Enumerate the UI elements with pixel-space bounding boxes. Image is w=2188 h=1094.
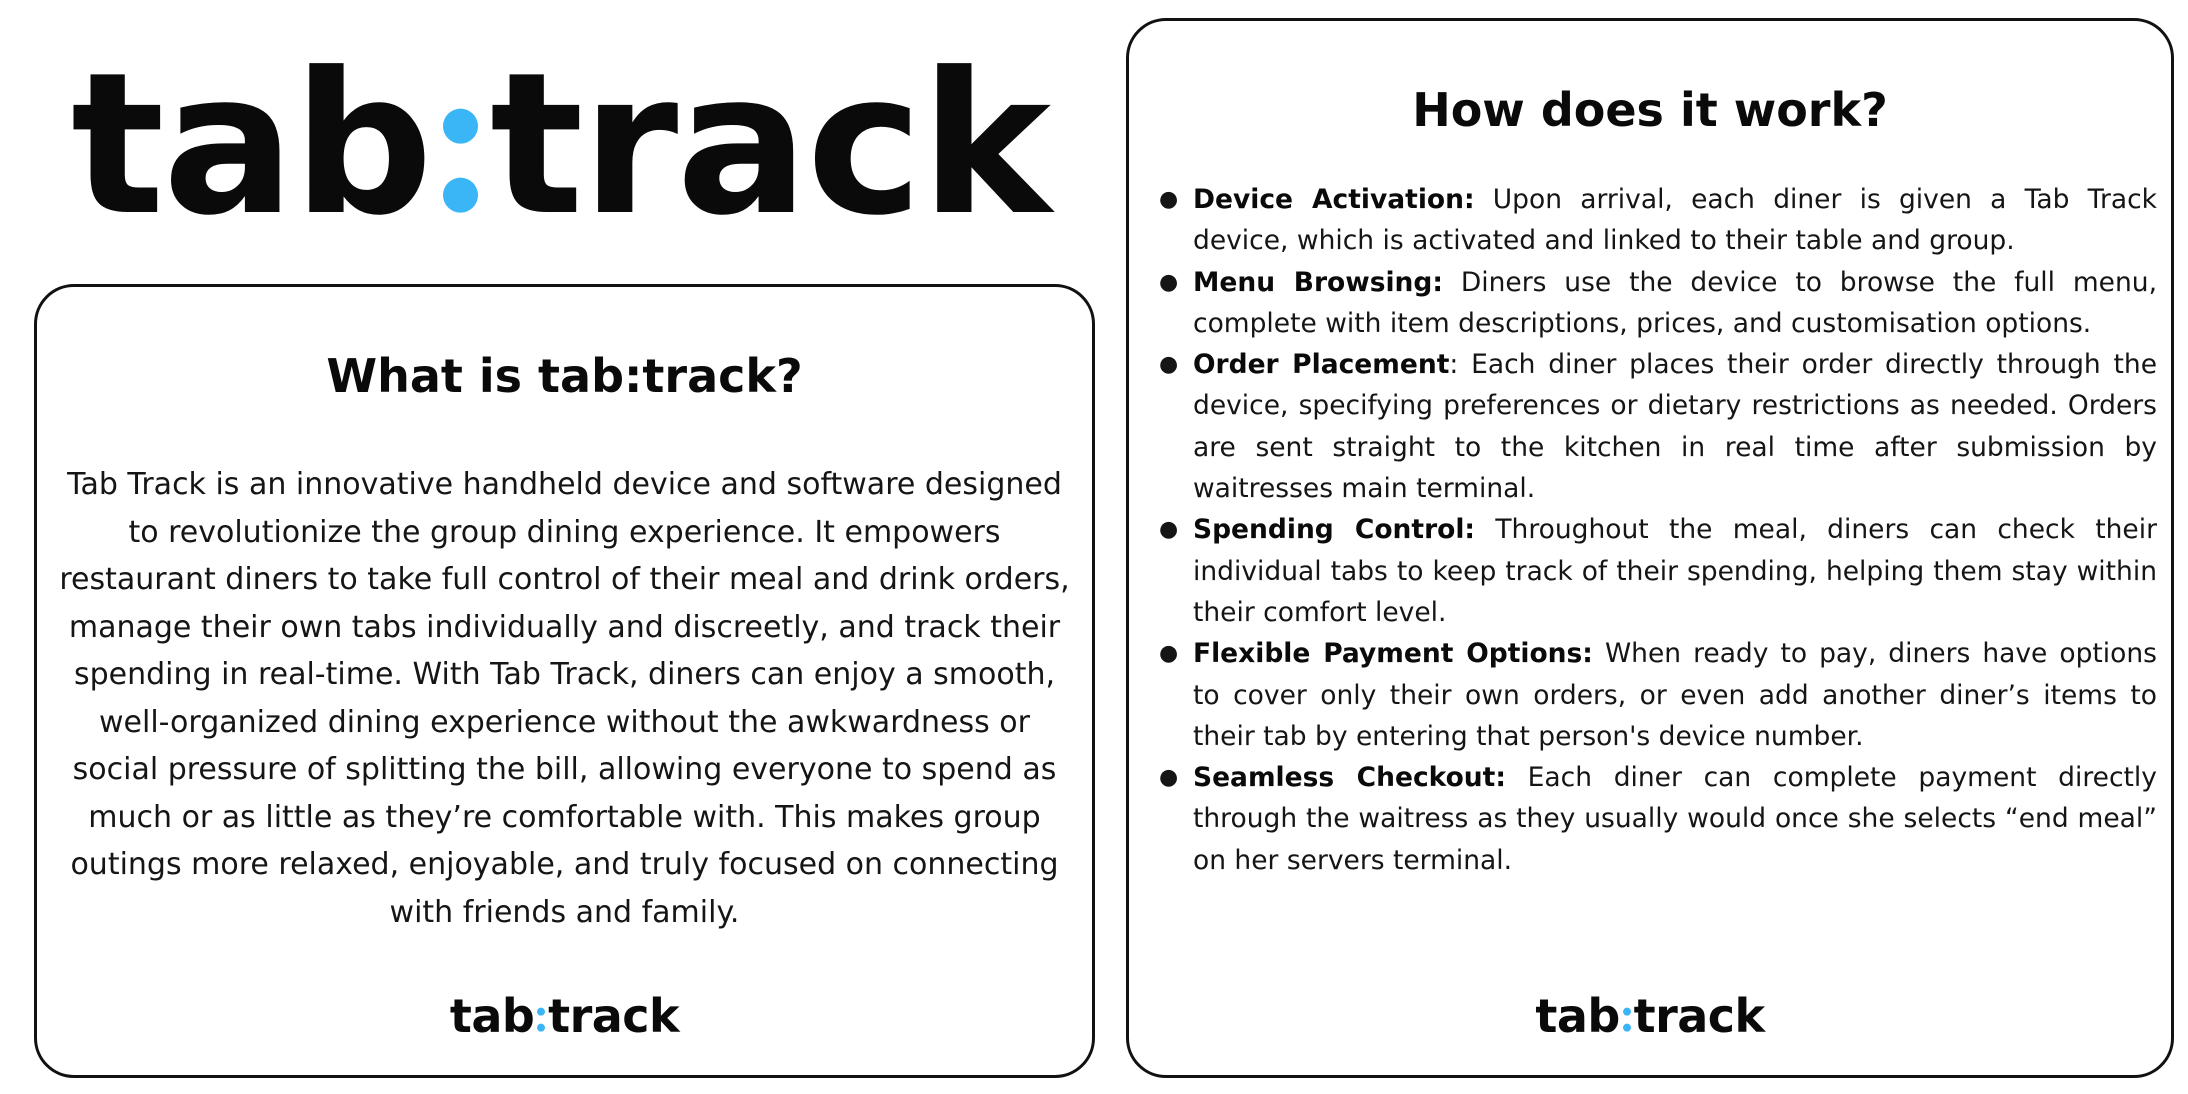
bullet-icon: ● (1159, 517, 1179, 543)
hero-logo (60, 30, 1060, 260)
feature-term: Order Placement (1193, 349, 1450, 381)
logo-wordmark (1535, 989, 1765, 1043)
logo-word-track: track (489, 31, 1050, 259)
what-is-card (34, 284, 1095, 1078)
logo-word-tab: tab (449, 989, 535, 1043)
what-is-title: What is tab:track? (326, 349, 803, 403)
feature-text: Upon arrival, each diner is given a Tab Track device, which is activated and linked to their table and group. (1193, 184, 2158, 257)
feature-text: Throughout the meal, diners can check their individual tabs to keep track of their spending, helping them stay within their comfort level. (1193, 514, 2157, 628)
how-it-works-title: How does it work? (1412, 83, 1888, 137)
list-item (1159, 179, 2158, 262)
list-item (1159, 262, 2158, 345)
logo-dot-top (537, 1008, 545, 1016)
what-is-description: Tab Track is an innovative handheld device and software designed to revolutionize the group dining experience. It empowers restaurant diners to take full control of their meal and drink orders, manage their own tabs individually and discreetly, and track their spending in real-time. With Tab Track, diners can enjoy a smooth, well-organized dining experience without the awkwardness or social pressure of splitting the bill, allowing everyone to spend as much or as little as they’re comfortable with. This makes group outings more relaxed, enjoyable, and truly focused on connecting with friends and family. (59, 467, 1070, 930)
logo-word-track: track (1633, 989, 1765, 1043)
feature-list (1159, 179, 2158, 881)
logo-dot-top (443, 109, 478, 144)
feature-term: Seamless Checkout: (1193, 762, 1506, 794)
logo-wordmark (449, 989, 680, 1043)
logo-colon-icon (1623, 1008, 1631, 1032)
card-footer-logo (1129, 989, 2171, 1043)
card-footer-logo (37, 989, 1092, 1043)
feature-term: Menu Browsing: (1193, 266, 1443, 298)
logo-dot-bottom (1623, 1024, 1631, 1032)
bullet-icon: ● (1159, 187, 1179, 212)
bullet-icon: ● (1159, 352, 1179, 378)
logo-word-track: track (548, 989, 680, 1043)
feature-text: When ready to pay, diners have options to cover only their own orders, or even add another diner’s items to their tab by entering that person's device number. (1193, 638, 2157, 752)
logo-word-tab: tab (1535, 989, 1620, 1043)
logo-colon-icon (537, 1008, 545, 1032)
list-item (1159, 757, 2157, 881)
bullet-icon: ● (1159, 641, 1179, 667)
bullet-icon: ● (1159, 765, 1179, 791)
feature-text: : Each diner places their order directly through the device, specifying preferences or dietary restrictions as needed. Orders are sent straight to the kitchen in real time after submission by waitresses main terminal. (1193, 349, 2157, 505)
feature-text: Each diner can complete payment directly through the waitress as they usually would once she selects “end meal” on her servers terminal. (1193, 762, 2157, 876)
logo-word-tab: tab (70, 31, 432, 259)
how-it-works-card (1126, 18, 2174, 1078)
feature-term: Flexible Payment Options: (1193, 638, 1593, 670)
list-item (1159, 633, 2157, 757)
bullet-icon: ● (1159, 269, 1179, 295)
logo-colon-icon (443, 109, 478, 213)
logo-dot-bottom (537, 1024, 545, 1032)
list-item (1159, 344, 2157, 509)
feature-term: Device Activation: (1193, 184, 1475, 215)
logo-wordmark (70, 31, 1050, 259)
feature-text: Diners use the device to browse the full menu, complete with item descriptions, prices, and customisation options. (1193, 266, 2158, 339)
list-item (1159, 509, 2157, 633)
logo-dot-bottom (443, 177, 478, 212)
feature-term: Spending Control: (1193, 514, 1476, 546)
logo-dot-top (1623, 1008, 1631, 1016)
